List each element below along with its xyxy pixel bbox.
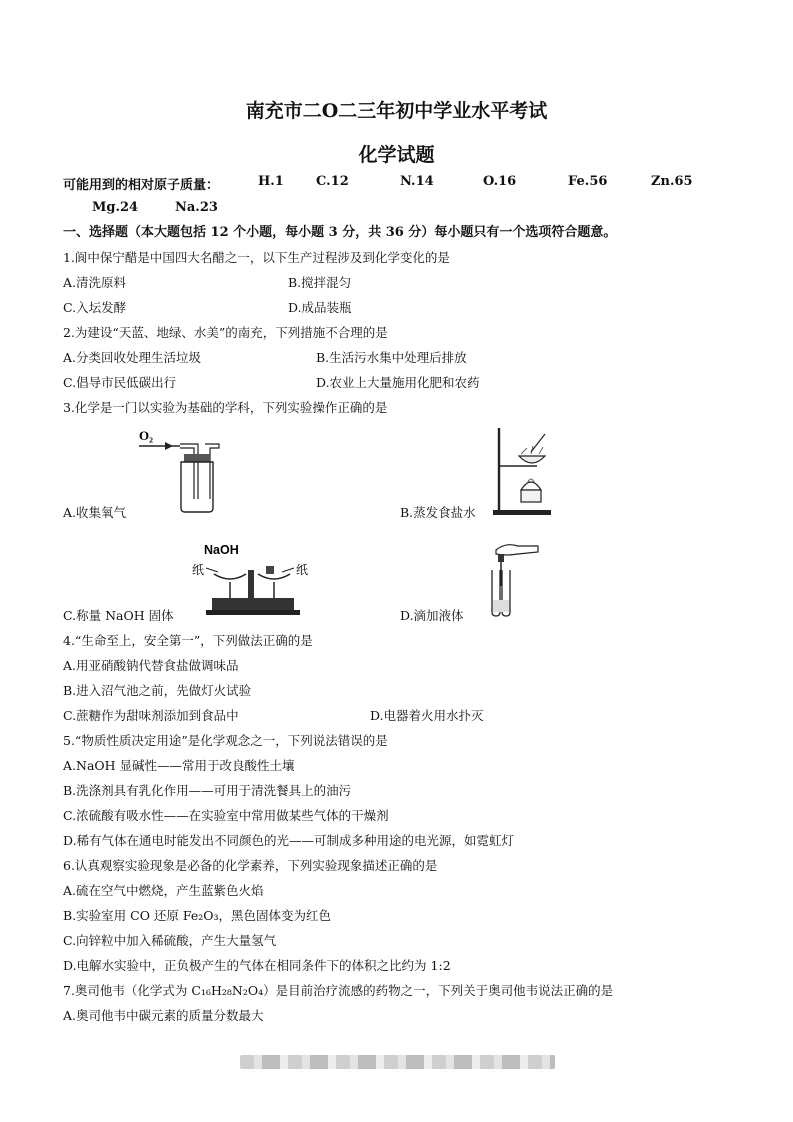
q4-option-c: C.蔗糖作为甜味剂添加到食品中 [63,708,239,723]
q1-option-b: B.搅拌混匀 [288,275,352,290]
mass-fe: Fe.56 [568,174,608,189]
q2-stem: 2.为建设“天蓝、地绿、水美”的南充，下列措施不合理的是 [63,325,388,340]
q4-stem: 4.“生命至上，安全第一”，下列做法正确的是 [63,633,313,648]
fig-c-paper-right: 纸 [296,563,309,577]
q5-option-a: A.NaOH 显碱性——常用于改良酸性土壤 [63,758,295,773]
q6-option-c: C.向锌粒中加入稀硫酸，产生大量氢气 [63,933,277,948]
oxygen-collection-figure [135,424,230,514]
q1-stem: 1.阆中保宁醋是中国四大名醋之一，以下生产过程涉及到化学变化的是 [63,250,450,265]
q3-option-d: D.滴加液体 [400,608,464,623]
q7-option-a: A.奥司他韦中碳元素的质量分数最大 [63,1008,264,1023]
mass-na: Na.23 [175,200,218,215]
q2-option-a: A.分类回收处理生活垃圾 [63,350,202,365]
q1-option-c: C.入坛发酵 [63,300,127,315]
blurred-watermark [240,1055,555,1069]
q4-option-b: B.进入沼气池之前，先做灯火试验 [63,683,252,698]
q4-option-d: D.电器着火用水扑灭 [370,708,484,723]
q7-stem: 7.奥司他韦（化学式为 C₁₆H₂₈N₂O₄）是目前治疗流感的药物之一，下列关于奥司他韦说法正确的是 [63,983,614,998]
q1-option-a: A.清洗原料 [63,275,127,290]
fig-c-label: NaOH [204,543,239,557]
q2-option-d: D.农业上大量施用化肥和农药 [316,375,480,390]
q3-option-b: B.蒸发食盐水 [400,505,476,520]
mass-mg: Mg.24 [92,200,139,215]
q2-option-b: B.生活污水集中处理后排放 [316,350,467,365]
q5-stem: 5.“物质性质决定用途”是化学观念之一，下列说法错误的是 [63,733,388,748]
q3-option-c: C.称量 NaOH 固体 [63,608,174,623]
q5-option-b: B.洗涤剂具有乳化作用——可用于清洗餐具上的油污 [63,783,352,798]
q4-option-a: A.用亚硝酸钠代替食盐做调味品 [63,658,239,673]
fig-a-label: O₂ [139,428,154,443]
q3-option-a: A.收集氧气 [63,505,127,520]
q3-stem: 3.化学是一门以实验为基础的学科，下列实验操作正确的是 [63,400,388,415]
section-heading: 一、选择题（本大题包括 12 个小题，每小题 3 分，共 36 分）每小题只有一个选项符合题意。 [63,225,617,240]
atomic-masses-label: 可能用到的相对原子质量： [63,178,220,193]
q6-option-a: A.硫在空气中燃烧，产生蓝紫色火焰 [63,883,264,898]
mass-h: H.1 [258,174,284,189]
q6-stem: 6.认真观察实验现象是必备的化学素养，下列实验现象描述正确的是 [63,858,438,873]
mass-o: O.16 [483,174,517,189]
mass-n: N.14 [400,174,434,189]
balance-figure [192,540,317,620]
q5-option-d: D.稀有气体在通电时能发出不同颜色的光——可制成多种用途的电光源，如霓虹灯 [63,833,515,848]
mass-c: C.12 [316,174,349,189]
mass-zn: Zn.65 [651,174,693,189]
q5-option-c: C.浓硫酸有吸水性——在实验室中常用做某些气体的干燥剂 [63,808,389,823]
q6-option-d: D.电解水实验中，正负极产生的气体在相同条件下的体积之比约为 1:2 [63,958,451,973]
q2-option-c: C.倡导市民低碳出行 [63,375,177,390]
exam-subtitle: 化学试题 [358,144,435,166]
q6-option-b: B.实验室用 CO 还原 Fe₂O₃，黑色固体变为红色 [63,908,332,923]
q1-option-d: D.成品装瓶 [288,300,352,315]
fig-c-paper-left: 纸 [192,563,205,577]
evaporation-figure [487,424,557,516]
exam-title: 南充市二O二三年初中学业水平考试 [245,100,548,122]
dropper-figure [488,540,548,618]
